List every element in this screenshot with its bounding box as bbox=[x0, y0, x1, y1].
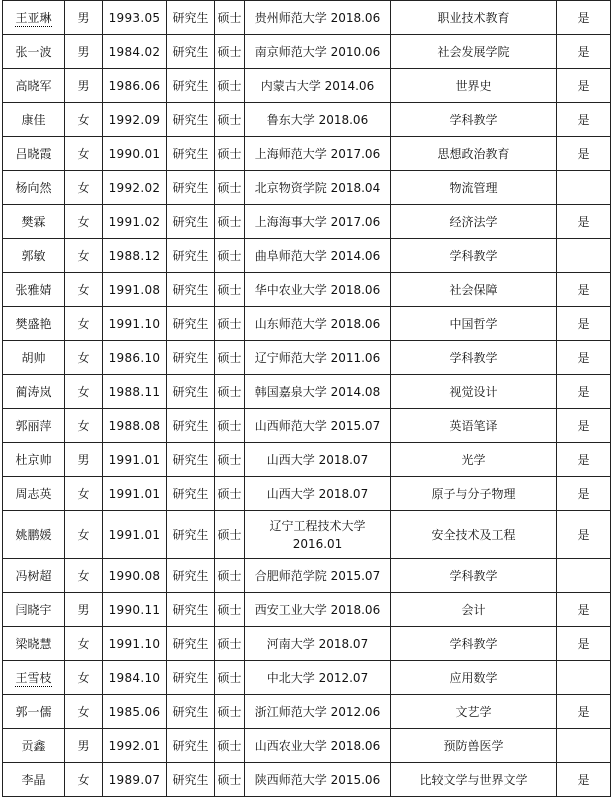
birth-date-cell: 1985.06 bbox=[103, 695, 167, 729]
flag-cell: 是 bbox=[557, 69, 611, 103]
name-cell: 蔺涛岚 bbox=[3, 375, 65, 409]
degree-cell: 硕士 bbox=[215, 661, 245, 695]
table-row bbox=[3, 729, 611, 763]
degree-cell: 硕士 bbox=[215, 593, 245, 627]
gender-cell: 女 bbox=[65, 171, 103, 205]
flag-cell: 是 bbox=[557, 477, 611, 511]
education-cell: 研究生 bbox=[167, 627, 215, 661]
flag-cell: 是 bbox=[557, 341, 611, 375]
education-cell: 研究生 bbox=[167, 273, 215, 307]
major-cell: 安全技术及工程 bbox=[391, 511, 557, 559]
flag-cell bbox=[557, 729, 611, 763]
education-cell: 研究生 bbox=[167, 341, 215, 375]
flag-cell: 是 bbox=[557, 137, 611, 171]
table-row bbox=[3, 307, 611, 341]
table-row bbox=[3, 35, 611, 69]
gender-cell: 女 bbox=[65, 341, 103, 375]
name-cell: 樊霖 bbox=[3, 205, 65, 239]
name-cell: 张雅婧 bbox=[3, 273, 65, 307]
name-cell bbox=[3, 661, 65, 695]
school-graduation-cell: 陕西师范大学 2015.06 bbox=[245, 763, 391, 797]
major-cell: 思想政治教育 bbox=[391, 137, 557, 171]
name-cell: 高晓军 bbox=[3, 69, 65, 103]
education-cell: 研究生 bbox=[167, 1, 215, 35]
birth-date-cell: 1991.08 bbox=[103, 273, 167, 307]
school-graduation-cell: 贵州师范大学 2018.06 bbox=[245, 1, 391, 35]
flag-cell: 是 bbox=[557, 307, 611, 341]
flag-cell: 是 bbox=[557, 593, 611, 627]
education-cell: 研究生 bbox=[167, 511, 215, 559]
name-cell: 张一波 bbox=[3, 35, 65, 69]
flag-cell: 是 bbox=[557, 695, 611, 729]
name-cell: 郭丽萍 bbox=[3, 409, 65, 443]
major-cell: 学科教学 bbox=[391, 627, 557, 661]
school-graduation-cell: 华中农业大学 2018.06 bbox=[245, 273, 391, 307]
gender-cell: 男 bbox=[65, 1, 103, 35]
gender-cell: 女 bbox=[65, 103, 103, 137]
birth-date-cell: 1988.12 bbox=[103, 239, 167, 273]
name-cell bbox=[3, 1, 65, 35]
school-graduation-cell: 浙江师范大学 2012.06 bbox=[245, 695, 391, 729]
birth-date-cell: 1989.07 bbox=[103, 763, 167, 797]
major-cell: 社会保障 bbox=[391, 273, 557, 307]
table-row bbox=[3, 375, 611, 409]
major-cell: 职业技术教育 bbox=[391, 1, 557, 35]
table-row bbox=[3, 171, 611, 205]
gender-cell: 女 bbox=[65, 763, 103, 797]
name-cell: 贡鑫 bbox=[3, 729, 65, 763]
major-cell: 视觉设计 bbox=[391, 375, 557, 409]
birth-date-cell: 1988.08 bbox=[103, 409, 167, 443]
gender-cell: 女 bbox=[65, 695, 103, 729]
school-graduation-cell: 辽宁工程技术大学 2016.01 bbox=[245, 511, 391, 559]
table-row bbox=[3, 103, 611, 137]
gender-cell: 女 bbox=[65, 273, 103, 307]
degree-cell: 硕士 bbox=[215, 375, 245, 409]
major-cell: 英语笔译 bbox=[391, 409, 557, 443]
school-graduation-cell: 辽宁师范大学 2011.06 bbox=[245, 341, 391, 375]
name-cell: 杜京帅 bbox=[3, 443, 65, 477]
table-row bbox=[3, 137, 611, 171]
table-row bbox=[3, 695, 611, 729]
major-cell: 物流管理 bbox=[391, 171, 557, 205]
major-cell: 文艺学 bbox=[391, 695, 557, 729]
degree-cell: 硕士 bbox=[215, 69, 245, 103]
education-cell: 研究生 bbox=[167, 695, 215, 729]
birth-date-cell: 1991.01 bbox=[103, 477, 167, 511]
flag-cell bbox=[557, 559, 611, 593]
degree-cell: 硕士 bbox=[215, 1, 245, 35]
table-row bbox=[3, 273, 611, 307]
education-cell: 研究生 bbox=[167, 137, 215, 171]
name-cell: 冯树超 bbox=[3, 559, 65, 593]
name-cell: 梁晓慧 bbox=[3, 627, 65, 661]
gender-cell: 女 bbox=[65, 137, 103, 171]
degree-cell: 硕士 bbox=[215, 171, 245, 205]
name-cell: 杨向然 bbox=[3, 171, 65, 205]
education-cell: 研究生 bbox=[167, 729, 215, 763]
flag-cell: 是 bbox=[557, 1, 611, 35]
education-cell: 研究生 bbox=[167, 375, 215, 409]
flag-cell: 是 bbox=[557, 511, 611, 559]
education-cell: 研究生 bbox=[167, 559, 215, 593]
education-cell: 研究生 bbox=[167, 763, 215, 797]
major-cell: 经济法学 bbox=[391, 205, 557, 239]
table-row bbox=[3, 341, 611, 375]
school-graduation-cell: 合肥师范学院 2015.07 bbox=[245, 559, 391, 593]
gender-cell: 女 bbox=[65, 627, 103, 661]
flag-cell: 是 bbox=[557, 205, 611, 239]
birth-date-cell: 1990.08 bbox=[103, 559, 167, 593]
name-cell: 郭一儒 bbox=[3, 695, 65, 729]
name-cell: 周志英 bbox=[3, 477, 65, 511]
table-row bbox=[3, 443, 611, 477]
gender-cell: 男 bbox=[65, 593, 103, 627]
gender-cell: 女 bbox=[65, 409, 103, 443]
education-cell: 研究生 bbox=[167, 205, 215, 239]
education-cell: 研究生 bbox=[167, 171, 215, 205]
major-cell: 世界史 bbox=[391, 69, 557, 103]
degree-cell: 硕士 bbox=[215, 443, 245, 477]
major-cell: 光学 bbox=[391, 443, 557, 477]
birth-date-cell: 1990.01 bbox=[103, 137, 167, 171]
major-cell: 会计 bbox=[391, 593, 557, 627]
major-cell: 应用数学 bbox=[391, 661, 557, 695]
education-cell: 研究生 bbox=[167, 103, 215, 137]
degree-cell: 硕士 bbox=[215, 477, 245, 511]
name-cell: 李晶 bbox=[3, 763, 65, 797]
degree-cell: 硕士 bbox=[215, 695, 245, 729]
flag-cell: 是 bbox=[557, 763, 611, 797]
degree-cell: 硕士 bbox=[215, 559, 245, 593]
table-row bbox=[3, 409, 611, 443]
major-cell: 社会发展学院 bbox=[391, 35, 557, 69]
flag-cell bbox=[557, 661, 611, 695]
school-graduation-cell: 曲阜师范大学 2014.06 bbox=[245, 239, 391, 273]
school-graduation-cell: 内蒙古大学 2014.06 bbox=[245, 69, 391, 103]
degree-cell: 硕士 bbox=[215, 205, 245, 239]
major-cell: 学科教学 bbox=[391, 239, 557, 273]
name-cell: 康佳 bbox=[3, 103, 65, 137]
gender-cell: 男 bbox=[65, 443, 103, 477]
birth-date-cell: 1986.10 bbox=[103, 341, 167, 375]
flag-cell: 是 bbox=[557, 273, 611, 307]
school-graduation-cell: 上海海事大学 2017.06 bbox=[245, 205, 391, 239]
degree-cell: 硕士 bbox=[215, 307, 245, 341]
name-cell: 吕晓霞 bbox=[3, 137, 65, 171]
flag-cell: 是 bbox=[557, 627, 611, 661]
table-row bbox=[3, 477, 611, 511]
education-cell: 研究生 bbox=[167, 477, 215, 511]
name-text: 王雪枝 bbox=[15, 670, 52, 685]
name-cell: 樊盛艳 bbox=[3, 307, 65, 341]
birth-date-cell: 1991.10 bbox=[103, 307, 167, 341]
school-graduation-cell: 韩国嘉泉大学 2014.08 bbox=[245, 375, 391, 409]
birth-date-cell: 1988.11 bbox=[103, 375, 167, 409]
degree-cell: 硕士 bbox=[215, 103, 245, 137]
name-text: 王亚琳 bbox=[15, 10, 52, 25]
degree-cell: 硕士 bbox=[215, 511, 245, 559]
major-cell: 中国哲学 bbox=[391, 307, 557, 341]
gender-cell: 男 bbox=[65, 729, 103, 763]
table-row bbox=[3, 205, 611, 239]
degree-cell: 硕士 bbox=[215, 627, 245, 661]
flag-cell bbox=[557, 171, 611, 205]
birth-date-cell: 1992.09 bbox=[103, 103, 167, 137]
name-cell: 郭敏 bbox=[3, 239, 65, 273]
gender-cell: 女 bbox=[65, 239, 103, 273]
major-cell: 学科教学 bbox=[391, 341, 557, 375]
school-graduation-cell: 南京师范大学 2010.06 bbox=[245, 35, 391, 69]
flag-cell: 是 bbox=[557, 103, 611, 137]
school-graduation-cell: 山西农业大学 2018.06 bbox=[245, 729, 391, 763]
birth-date-cell: 1986.06 bbox=[103, 69, 167, 103]
education-cell: 研究生 bbox=[167, 593, 215, 627]
school-graduation-cell: 山西大学 2018.07 bbox=[245, 443, 391, 477]
gender-cell: 女 bbox=[65, 477, 103, 511]
major-cell: 预防兽医学 bbox=[391, 729, 557, 763]
degree-cell: 硕士 bbox=[215, 729, 245, 763]
flag-cell: 是 bbox=[557, 409, 611, 443]
flag-cell: 是 bbox=[557, 443, 611, 477]
table-row bbox=[3, 559, 611, 593]
gender-cell: 男 bbox=[65, 35, 103, 69]
degree-cell: 硕士 bbox=[215, 137, 245, 171]
birth-date-cell: 1984.02 bbox=[103, 35, 167, 69]
flag-cell: 是 bbox=[557, 375, 611, 409]
school-graduation-cell: 山西师范大学 2015.07 bbox=[245, 409, 391, 443]
flag-cell: 是 bbox=[557, 35, 611, 69]
candidate-table bbox=[2, 0, 611, 797]
school-graduation-cell: 上海师范大学 2017.06 bbox=[245, 137, 391, 171]
gender-cell: 女 bbox=[65, 375, 103, 409]
degree-cell: 硕士 bbox=[215, 239, 245, 273]
degree-cell: 硕士 bbox=[215, 409, 245, 443]
name-cell: 闫晓宇 bbox=[3, 593, 65, 627]
major-cell: 原子与分子物理 bbox=[391, 477, 557, 511]
education-cell: 研究生 bbox=[167, 443, 215, 477]
table-row bbox=[3, 763, 611, 797]
gender-cell: 女 bbox=[65, 307, 103, 341]
birth-date-cell: 1993.05 bbox=[103, 1, 167, 35]
table-row bbox=[3, 627, 611, 661]
school-graduation-cell: 山东师范大学 2018.06 bbox=[245, 307, 391, 341]
major-cell: 学科教学 bbox=[391, 559, 557, 593]
flag-cell bbox=[557, 239, 611, 273]
degree-cell: 硕士 bbox=[215, 273, 245, 307]
gender-cell: 女 bbox=[65, 661, 103, 695]
school-graduation-cell: 西安工业大学 2018.06 bbox=[245, 593, 391, 627]
education-cell: 研究生 bbox=[167, 239, 215, 273]
birth-date-cell: 1992.01 bbox=[103, 729, 167, 763]
birth-date-cell: 1991.01 bbox=[103, 511, 167, 559]
name-cell: 姚鹏媛 bbox=[3, 511, 65, 559]
birth-date-cell: 1991.10 bbox=[103, 627, 167, 661]
table-row bbox=[3, 511, 611, 559]
table-row bbox=[3, 69, 611, 103]
table-row bbox=[3, 239, 611, 273]
degree-cell: 硕士 bbox=[215, 35, 245, 69]
birth-date-cell: 1984.10 bbox=[103, 661, 167, 695]
school-graduation-cell: 北京物资学院 2018.04 bbox=[245, 171, 391, 205]
birth-date-cell: 1990.11 bbox=[103, 593, 167, 627]
education-cell: 研究生 bbox=[167, 307, 215, 341]
education-cell: 研究生 bbox=[167, 409, 215, 443]
school-graduation-cell: 中北大学 2012.07 bbox=[245, 661, 391, 695]
gender-cell: 女 bbox=[65, 511, 103, 559]
table-row bbox=[3, 1, 611, 35]
table-row bbox=[3, 593, 611, 627]
major-cell: 比较文学与世界文学 bbox=[391, 763, 557, 797]
school-graduation-cell: 山西大学 2018.07 bbox=[245, 477, 391, 511]
education-cell: 研究生 bbox=[167, 35, 215, 69]
degree-cell: 硕士 bbox=[215, 341, 245, 375]
school-graduation-cell: 鲁东大学 2018.06 bbox=[245, 103, 391, 137]
gender-cell: 男 bbox=[65, 69, 103, 103]
education-cell: 研究生 bbox=[167, 661, 215, 695]
gender-cell: 女 bbox=[65, 559, 103, 593]
table-body bbox=[3, 1, 611, 797]
table-row bbox=[3, 661, 611, 695]
degree-cell: 硕士 bbox=[215, 763, 245, 797]
education-cell: 研究生 bbox=[167, 69, 215, 103]
birth-date-cell: 1991.01 bbox=[103, 443, 167, 477]
birth-date-cell: 1992.02 bbox=[103, 171, 167, 205]
name-cell: 胡帅 bbox=[3, 341, 65, 375]
gender-cell: 女 bbox=[65, 205, 103, 239]
birth-date-cell: 1991.02 bbox=[103, 205, 167, 239]
major-cell: 学科教学 bbox=[391, 103, 557, 137]
school-graduation-cell: 河南大学 2018.07 bbox=[245, 627, 391, 661]
